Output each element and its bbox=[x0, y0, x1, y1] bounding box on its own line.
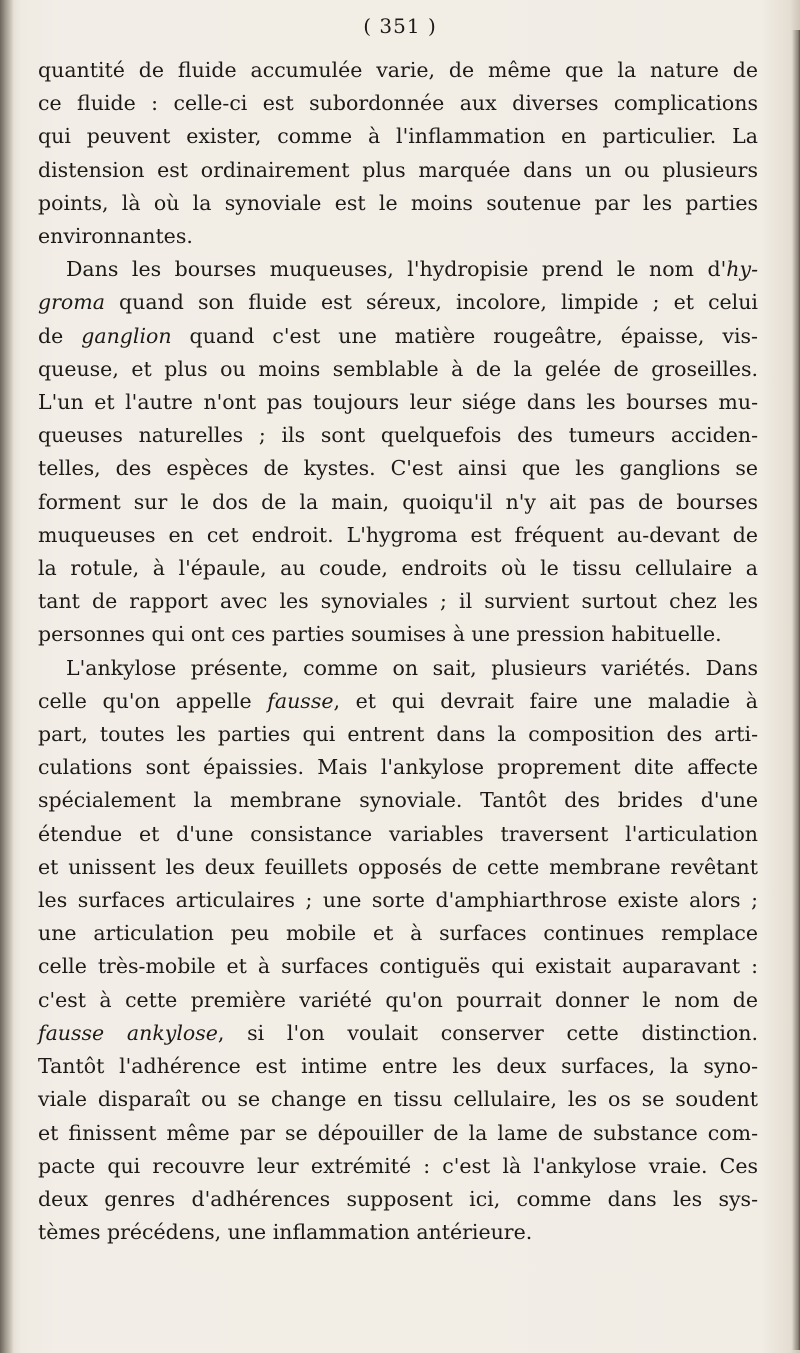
text-line: spécialement la membrane synoviale. Tantôt des brides d'une bbox=[38, 788, 758, 813]
page-edge-shadow bbox=[792, 30, 800, 1350]
body-text bbox=[38, 54, 758, 1249]
text-segment: celle qu'on appelle bbox=[38, 688, 268, 713]
term-hygroma-end: groma bbox=[38, 290, 105, 315]
text-line: viale disparaît ou se change en tissu cellulaire, les os se soudent bbox=[38, 1087, 758, 1112]
text-line: tant de rapport avec les synoviales ; il survient surtout chez les bbox=[38, 589, 758, 614]
text-line: points, là où la synoviale est le moins soutenue par les parties bbox=[38, 190, 758, 215]
term-hygroma: hy- bbox=[726, 257, 758, 282]
term-fausse: fausse bbox=[267, 688, 334, 713]
text-line: muqueuses en cet endroit. L'hygroma est fréquent au-devant de bbox=[38, 522, 758, 547]
text-line: L'un et l'autre n'ont pas toujours leur siége dans les bourses mu- bbox=[38, 390, 758, 415]
text-line: distension est ordinairement plus marquée dans un ou plusieurs bbox=[38, 157, 758, 182]
text-line: c'est à cette première variété qu'on pourrait donner le nom de bbox=[38, 987, 758, 1012]
text-segment: quand son fluide est séreux, incolore, limpide ; et celui bbox=[104, 290, 758, 315]
text-line: les surfaces articulaires ; une sorte d'amphiarthrose existe alors ; bbox=[38, 888, 758, 913]
page-number: ( 351 ) bbox=[363, 14, 437, 38]
text-line: tèmes précédens, une inflammation antérieure. bbox=[38, 1220, 533, 1245]
paragraph-1 bbox=[38, 54, 758, 253]
term-ganglion: ganglion bbox=[81, 323, 172, 348]
text-line: qui peuvent exister, comme à l'inflammation en particulier. La bbox=[38, 124, 758, 149]
text-line bbox=[38, 1017, 758, 1050]
text-segment: , si l'on voulait conserver cette distinction. bbox=[217, 1020, 758, 1045]
text-line: et finissent même par se dépouiller de la lame de substance com- bbox=[38, 1120, 758, 1145]
text-line: Tantôt l'adhérence est intime entre les deux surfaces, la syno- bbox=[38, 1054, 758, 1079]
text-segment: , et qui devrait faire une maladie à bbox=[333, 688, 759, 713]
text-line: telles, des espèces de kystes. C'est ainsi que les ganglions se bbox=[38, 456, 758, 481]
term-fausse-ankylose: fausse ankylose bbox=[38, 1020, 218, 1045]
text-line: culations sont épaissies. Mais l'ankylose proprement dite affecte bbox=[38, 755, 758, 780]
text-line: celle très-mobile et à surfaces contiguës qui existait auparavant : bbox=[38, 954, 758, 979]
text-line: forment sur le dos de la main, quoiqu'il n'y ait pas de bourses bbox=[38, 489, 758, 514]
text-line: et unissent les deux feuillets opposés de cette membrane revêtant bbox=[38, 854, 758, 879]
text-line: la rotule, à l'épaule, au coude, endroits où le tissu cellulaire a bbox=[38, 556, 758, 581]
text-line: part, toutes les parties qui entrent dans la composition des arti- bbox=[38, 722, 758, 747]
text-line bbox=[38, 685, 758, 718]
text-segment: de bbox=[38, 323, 82, 348]
text-segment: Dans les bourses muqueuses, l'hydropisie prend le nom d' bbox=[66, 257, 727, 282]
text-line: environnantes. bbox=[38, 224, 193, 249]
text-segment: quand c'est une matière rougeâtre, épaisse, vis- bbox=[171, 323, 758, 348]
paragraph-2 bbox=[38, 253, 758, 651]
text-line: une articulation peu mobile et à surfaces continues remplace bbox=[38, 921, 758, 946]
text-line bbox=[38, 286, 758, 319]
text-line: personnes qui ont ces parties soumises à une pression habituelle. bbox=[38, 622, 722, 647]
text-line bbox=[38, 253, 758, 286]
text-line: quantité de fluide accumulée varie, de même que la nature de bbox=[38, 58, 758, 82]
text-line: ce fluide : celle-ci est subordonnée aux diverses complications bbox=[38, 91, 758, 116]
text-line: L'ankylose présente, comme on sait, plusieurs variétés. Dans bbox=[66, 655, 758, 680]
text-line: queuse, et plus ou moins semblable à de la gelée de groseilles. bbox=[38, 356, 758, 381]
text-line: deux genres d'adhérences supposent ici, comme dans les sys- bbox=[38, 1186, 758, 1211]
book-gutter-shadow bbox=[0, 0, 14, 1353]
paragraph-3 bbox=[38, 652, 758, 1250]
text-line: queuses naturelles ; ils sont quelquefois des tumeurs acciden- bbox=[38, 423, 758, 448]
text-line: pacte qui recouvre leur extrémité : c'est là l'ankylose vraie. Ces bbox=[38, 1153, 758, 1178]
text-line bbox=[38, 320, 758, 353]
text-line: étendue et d'une consistance variables traversent l'articulation bbox=[38, 821, 758, 846]
